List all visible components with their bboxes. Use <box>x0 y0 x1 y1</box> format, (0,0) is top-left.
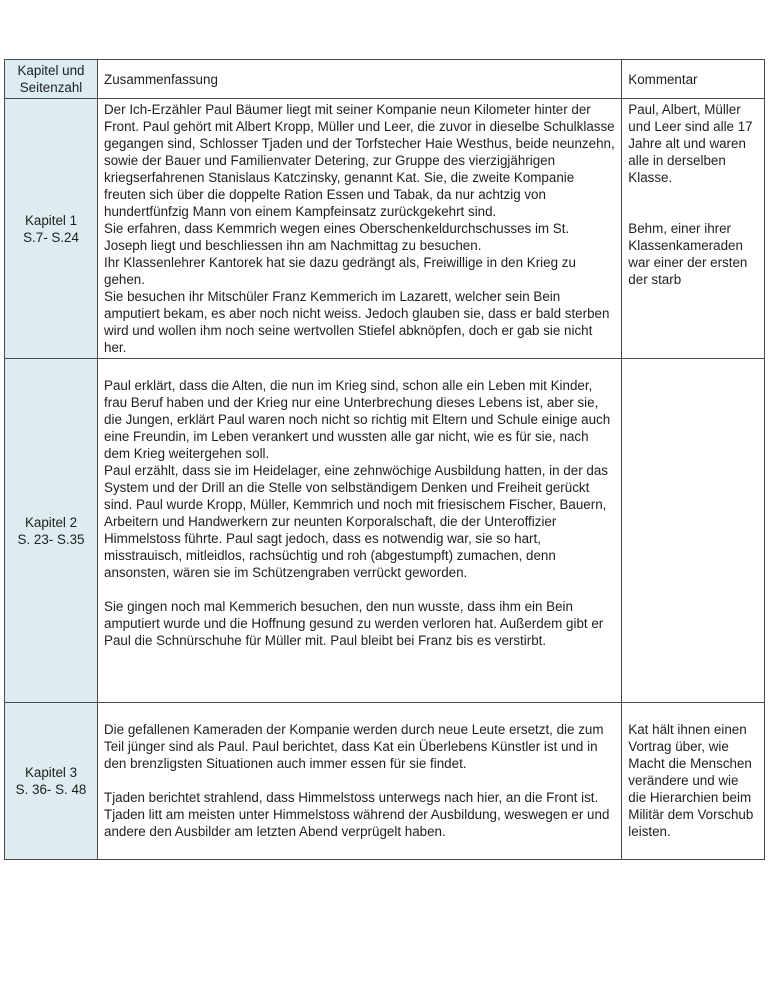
chapter-cell <box>5 359 98 703</box>
summary-paragraph: Die gefallenen Kameraden der Kompanie werden durch neue Leute ersetzt, die zum Teil jünger sind als Paul. Paul berichtet, dass Kat ein Überlebens Künstler ist und in den brenzligsten Situationen auch immer essen für sie findet. <box>104 722 604 771</box>
header-summary: Zusammenfassung <box>98 60 622 99</box>
table-row <box>5 703 765 860</box>
header-row <box>5 60 765 99</box>
summary-cell <box>98 703 622 860</box>
summary-paragraph: Tjaden berichtet strahlend, dass Himmelstoss unterwegs nach hier, an die Front ist. Tjaden litt am meisten unter Himmelstoss während der Ausbildung, weswegen er und andere den Ausbilder am letzten Abend verprügelt haben. <box>104 790 610 839</box>
chapter-title: Kapitel 3 <box>24 765 78 780</box>
summary-paragraph: Der Ich-Erzähler Paul Bäumer liegt mit seiner Kompanie neun Kilometer hinter der Front. Paul gehört mit Albert Kropp, Müller und Leer, die zuvor in dieselbe Schulklasse gegangen sind, Schlosser Tjaden und der Torfstecher Haie Westhus, beide neunzehn, sowie der Bauer und Familienvater Detering, zur Gruppe des vierzigjährigen kriegserfahrenen Stanislaus Katczinsky, genannt Kat. Sie, die zweite Kompanie freuten sich über die doppelte Ration Essen und Tabak, da nur achtzig von hundertfünfzig Mann von einem Kampfeinsatz zurückgekehrt sind. Sie erfahren, dass Kemmrich wegen eines Oberschenkeldurchschusses im St. Joseph liegt und beschliessen ihn am Nachmittag zu besuchen. Ihr Klassenlehrer Kantorek hat sie dazu gedrängt als, Freiwillige in den Krieg zu gehen. Sie besuchen ihr Mitschüler Franz Kemmerich im Lazarett, welcher sein Bein amputiert bekam, es aber noch nicht weiss. Jedoch glauben sie, dass er bald sterben wird und wollen ihm noch seine wertvollen Stiefel abknöpfen, doch er gab sie nicht her. <box>104 102 615 355</box>
chapter-cell <box>5 703 98 860</box>
comment-paragraph: Paul, Albert, Müller und Leer sind alle 17 Jahre alt und waren alle in derselben Klasse. <box>628 102 753 185</box>
comment-cell <box>622 99 765 359</box>
summary-cell <box>98 99 622 359</box>
table-row <box>5 99 765 359</box>
comment-paragraph: Kat hält ihnen einen Vortrag über, wie Macht die Menschen verändere und wie die Hierarchien beim Militär dem Vorschub leisten. <box>628 722 754 839</box>
comment-cell <box>622 703 765 860</box>
chapter-cell <box>5 99 98 359</box>
summary-paragraph: Sie gingen noch mal Kemmerich besuchen, den nun wusste, dass ihm ein Bein amputiert wurde und die Hoffnung gesund zu werden verloren hat. Außerdem gibt er Paul die Schnürschuhe für Müller mit. Paul bleibt bei Franz bis es verstirbt. <box>104 599 604 648</box>
comment-paragraph: Behm, einer ihrer Klassenkameraden war einer der ersten der starb <box>628 221 748 287</box>
header-comment: Kommentar <box>622 60 765 99</box>
summary-table <box>4 59 765 860</box>
chapter-pages: S. 23- S.35 <box>17 531 85 547</box>
header-chapter: Kapitel und Seitenzahl <box>5 60 98 99</box>
chapter-title: Kapitel 2 <box>24 514 78 530</box>
chapter-title: Kapitel 1 <box>24 212 78 228</box>
comment-cell <box>622 359 765 703</box>
summary-cell <box>98 359 622 703</box>
chapter-pages: S.7- S.24 <box>23 229 79 245</box>
chapter-pages: S. 36- S. 48 <box>15 782 87 797</box>
summary-paragraph: Paul erklärt, dass die Alten, die nun im Krieg sind, schon alle ein Leben mit Kinder, frau Beruf haben und der Krieg nur eine Unterbrechung dieses Lebens ist, aber sie, die Jungen, erklärt Paul waren noch nicht so richtig mit Eltern und Schule einige auch eine Freundin, im Leben verankert und wussten alle gar nicht, wie es für sie, nach dem Krieg weitergehen soll. Paul erzählt, dass sie im Heidelager, eine zehnwöchige Ausbildung hatten, in der das System und der Drill an die Stelle von selbständigem Denken und Freiheit gerückt sind. Paul wurde Kropp, Müller, Kemmrich und noch mit friesischem Fischer, Bauern, Arbeitern und Handwerkern zur neunten Korporalschaft, die der Unteroffizier Himmelstoss führte. Paul sagt jedoch, dass es notwendig war, sie so hart, misstrauisch, mitleidlos, rachsüchtig und roh (abgestumpft) zumachen, denn ansonsten, wären sie im Schützengraben verrückt geworden. <box>104 378 611 580</box>
table-row <box>5 359 765 703</box>
